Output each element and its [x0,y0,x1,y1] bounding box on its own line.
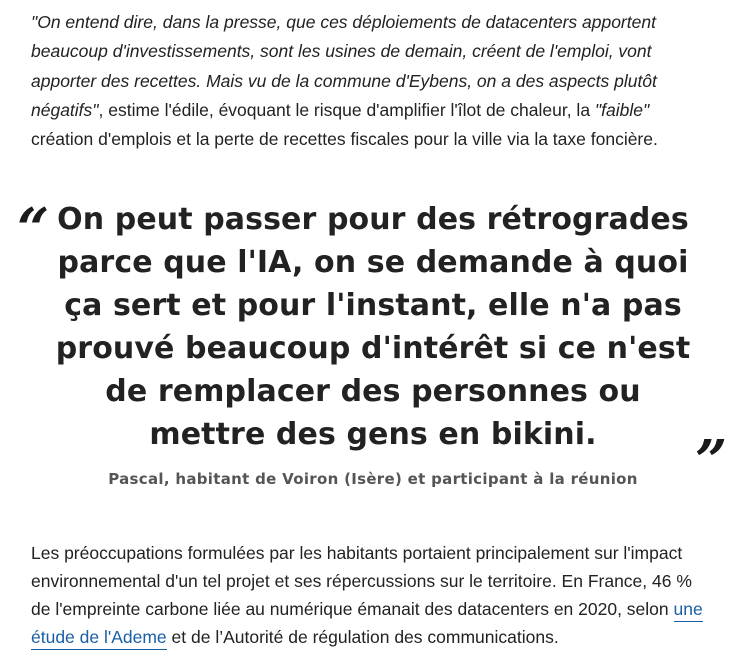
paragraph-text: et de l’Autorité de régulation des communications. [166,627,559,647]
faible-quote-text: "faible" [594,99,650,120]
article-paragraph-top [31,8,715,154]
open-quote-icon: “ [17,196,50,262]
mayor-quote-text: "On entend dire, dans la presse, que ces déploiements de datacenters apportent beaucoup d'investissements, sont les usines de demain, créent de l'emploi, vont apporter des recettes. Mais vu de la commune d'Eybens, on a des aspects plutôt négatifs" [31,12,657,120]
paragraph-text: Les préoccupations formulées par les habitants portaient principalement sur l'impact environnemental d'un tel projet et ses répercussions sur le territoire. En France, 46 % de l'empreinte carbone liée au numérique émanait des datacenters en 2020, selon [31,543,692,619]
close-quote-icon: ” [695,428,728,494]
pull-quote-text: On peut passer pour des rétrogrades parce que l'IA, on se demande à quoi ça sert et pour l'instant, elle n'a pas prouvé beaucoup d'intérêt si ce n'est de remplacer des personnes ou mettre des gens en bikini. [55,202,691,452]
pull-quote [0,198,751,498]
paragraph-text: , estime l'édile, évoquant le risque d'amplifier l'îlot de chaleur, la [98,99,595,120]
ademe-study-link[interactable]: une étude de l'Ademe [31,599,703,650]
pull-quote-author: Pascal, habitant de Voiron (Isère) et participant à la réunion [108,470,638,488]
paragraph-text: création d'emplois et la perte de recettes fiscales pour la ville via la taxe foncière. [31,129,658,150]
article-paragraph-bottom [31,539,715,651]
